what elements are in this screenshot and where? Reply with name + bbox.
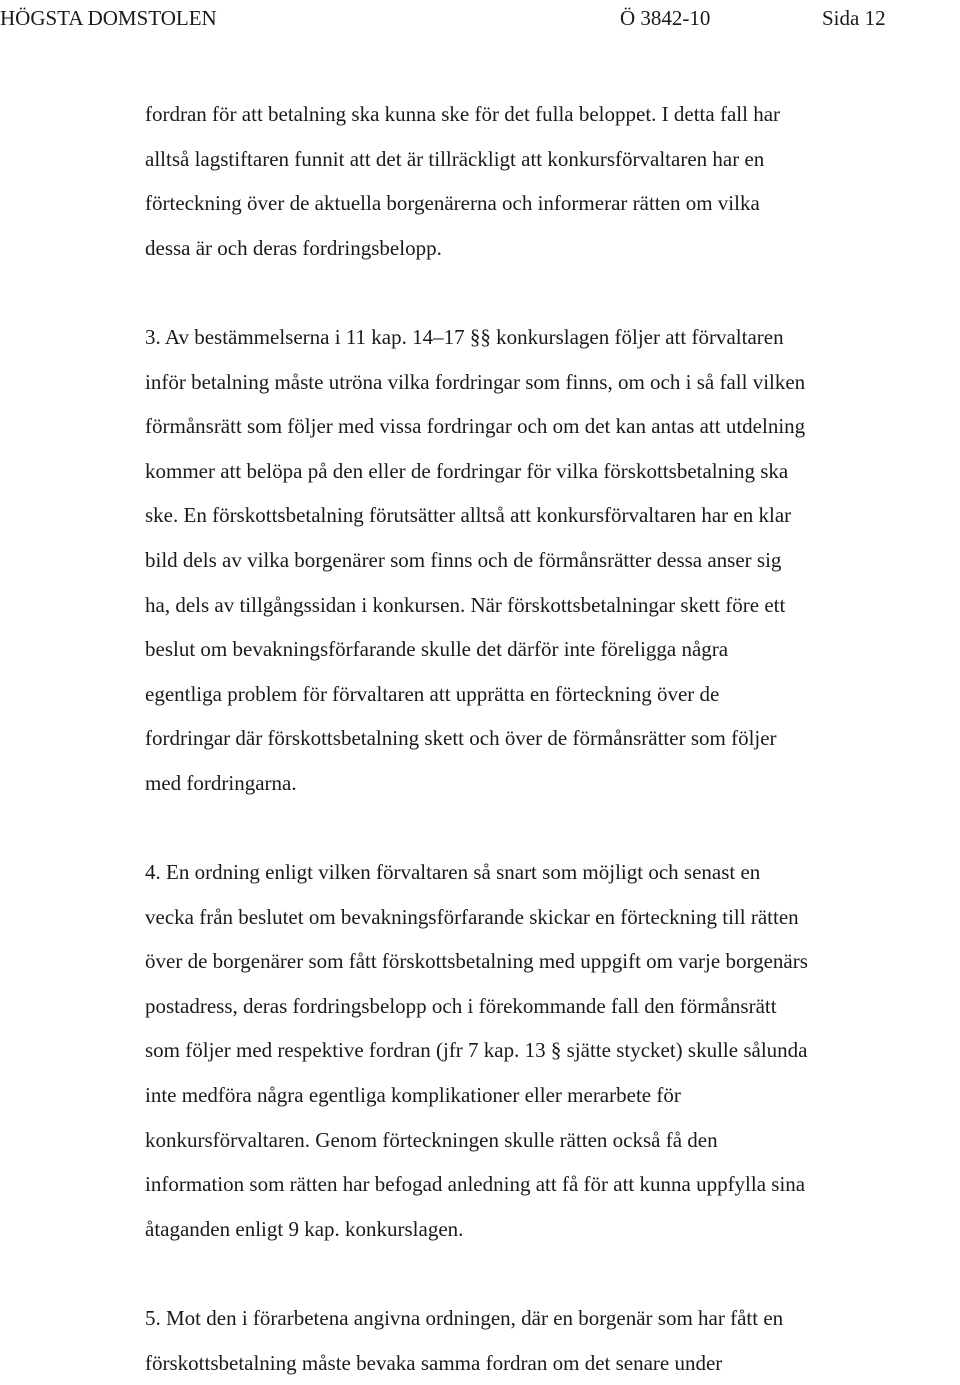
text-line: bild dels av vilka borgenärer som finns och de förmånsrätter dessa anser sig	[145, 547, 782, 572]
paragraph-4	[145, 850, 960, 1251]
text-line: ske. En förskottsbetalning förutsätter alltså att konkursförvaltaren har en klar	[145, 503, 792, 528]
paragraph-1	[145, 92, 960, 270]
paragraph-spacer	[145, 1251, 960, 1296]
text-line: alltså lagstiftaren funnit att det är tillräckligt att konkursförvaltaren har en	[145, 146, 765, 171]
text-line: vecka från beslutet om bevakningsförfarande skickar en förteckning till rätten	[145, 904, 799, 929]
text-line: inför betalning måste utröna vilka fordringar som finns, om och i så fall vilken	[145, 369, 806, 394]
paragraph-5	[145, 1296, 960, 1385]
text-line: beslut om bevakningsförfarande skulle det därför inte föreligga några	[145, 637, 729, 662]
text-line: förmånsrätt som följer med vissa fordringar och om det kan antas att utdelning	[145, 414, 806, 439]
paragraph-spacer	[145, 806, 960, 851]
text-line: med fordringarna.	[145, 770, 297, 795]
page-number: Sida 12	[822, 6, 886, 30]
text-line: 3. Av bestämmelserna i 11 kap. 14–17 §§ konkurslagen följer att förvaltaren	[145, 324, 784, 349]
text-line: fordringar där förskottsbetalning skett och över de förmånsrätter som följer	[145, 726, 777, 751]
text-line: 5. Mot den i förarbetena angivna ordningen, där en borgenär som har fått en	[145, 1306, 784, 1331]
text-line: postadress, deras fordringsbelopp och i förekommande fall den förmånsrätt	[145, 993, 777, 1018]
court-name: HÖGSTA DOMSTOLEN	[0, 6, 217, 30]
text-line: åtaganden enligt 9 kap. konkurslagen.	[145, 1216, 464, 1241]
document-body	[145, 92, 960, 1385]
paragraph-3	[145, 315, 960, 806]
text-line: inte medföra några egentliga komplikationer eller merarbete för	[145, 1083, 681, 1108]
text-line: fordran för att betalning ska kunna ske för det fulla beloppet. I detta fall har	[145, 102, 781, 126]
paragraph-spacer	[145, 270, 960, 315]
text-line: egentliga problem för förvaltaren att upprätta en förteckning över de	[145, 681, 720, 706]
text-line: förskottsbetalning måste bevaka samma fordran om det senare under	[145, 1350, 723, 1375]
text-line: kommer att belöpa på den eller de fordringar för vilka förskottsbetalning ska	[145, 458, 789, 483]
text-line: konkursförvaltaren. Genom förteckningen skulle rätten också få den	[145, 1127, 718, 1152]
text-line: 4. En ordning enligt vilken förvaltaren så snart som möjligt och senast en	[145, 860, 761, 885]
text-line: information som rätten har befogad anledning att få för att kunna uppfylla sina	[145, 1172, 806, 1197]
case-number: Ö 3842-10	[620, 6, 711, 30]
text-line: dessa är och deras fordringsbelopp.	[145, 235, 442, 260]
text-line: över de borgenärer som fått förskottsbetalning med uppgift om varje borgenärs	[145, 949, 808, 974]
text-line: förteckning över de aktuella borgenärerna och informerar rätten om vilka	[145, 191, 760, 216]
page-header	[0, 4, 960, 32]
text-line: som följer med respektive fordran (jfr 7 kap. 13 § sjätte stycket) skulle sålunda	[145, 1038, 808, 1063]
text-line: ha, dels av tillgångssidan i konkursen. När förskottsbetalningar skett före ett	[145, 592, 786, 617]
